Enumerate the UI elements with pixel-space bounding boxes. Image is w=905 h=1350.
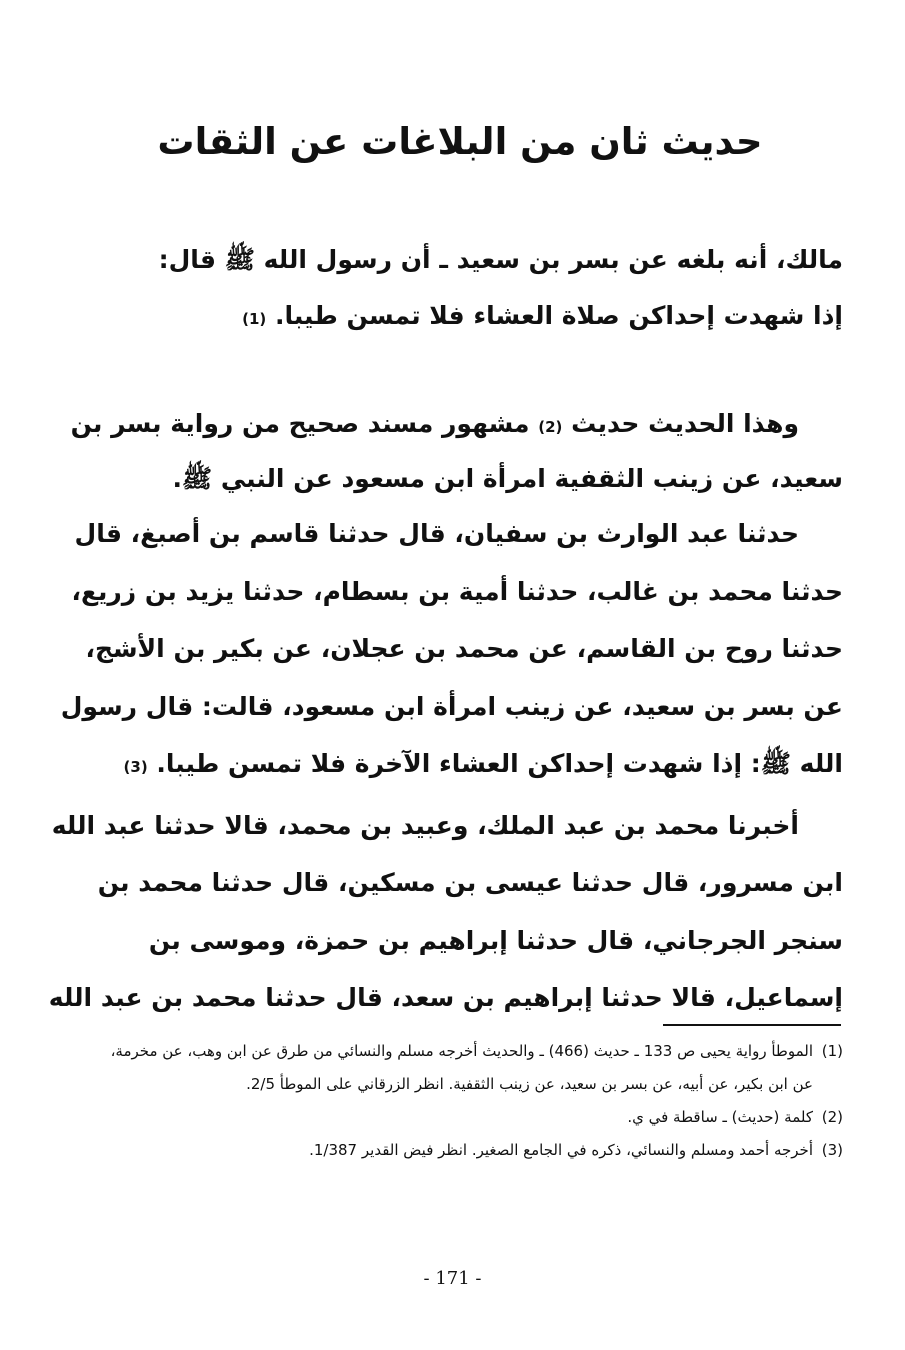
footnote-number: (1) (821, 1042, 843, 1060)
footnote-ref[interactable]: (2) (538, 418, 563, 436)
paragraph-line: عن بسر بن سعيد، عن زينب امرأة ابن مسعود، قالت: قال رسول (60, 691, 843, 721)
paragraph-line (70, 398, 843, 453)
paragraph-line: سعيد، عن زينب الثقفية امرأة ابن مسعود عن النبي ﷺ. (172, 464, 843, 493)
paragraph-line: أخبرنا محمد بن عبد الملك، وعبيد بن محمد، قالا حدثنا عبد الله (51, 810, 799, 840)
commentary-paragraph (70, 398, 843, 505)
paragraph-line: إسماعيل، قالا حدثنا إبراهيم بن سعد، قال حدثنا محمد بن عبد الله (48, 983, 843, 1012)
chapter-title: حديث ثان من البلاغات عن الثقات (157, 120, 763, 163)
paragraph-line: حدثنا روح بن القاسم، عن محمد بن عجلان، عن بكير بن الأشج، (85, 634, 843, 663)
footnote-number: (2) (821, 1108, 843, 1126)
paragraph-text: وهذا الحديث حديث (571, 409, 799, 438)
paragraph-line (108, 735, 843, 797)
footnotes (108, 1035, 843, 1167)
hadith-text (108, 232, 843, 347)
isnad-section (48, 505, 843, 1027)
page-number: - 171 - (423, 1268, 482, 1289)
hadith-line-text: إذا شهدت إحداكن صلاة العشاء فلا تمسن طيبا. (274, 301, 843, 330)
footnote-divider (663, 1024, 841, 1026)
footnote-text: الموطأ رواية يحيى ص 133 ـ حديث (466) ـ والحديث أخرجه مسلم والنسائي من طرق عن ابن وهب، عن مخرمة، عن ابن بكير، عن أبيه، عن بسر بن سعيد، عن زينب الثقفية. انظر الزرقاني على الموطأ 2/5. (110, 1042, 813, 1093)
hadith-line: مالك، أنه بلغه عن بسر بن سعيد ـ أن رسول الله ﷺ قال: (158, 245, 843, 274)
paragraph-line: حدثنا محمد بن غالب، حدثنا أمية بن بسطام، حدثنا يزيد بن زريع، (71, 576, 843, 606)
footnote (108, 1101, 843, 1134)
hadith-line (108, 288, 843, 347)
footnote-ref[interactable]: (3) (123, 758, 148, 776)
paragraph-line: سنجر الجرجاني، قال حدثنا إبراهيم بن حمزة، وموسى بن (148, 925, 843, 955)
paragraph-line: حدثنا عبد الوارث بن سفيان، قال حدثنا قاسم بن أصبغ، قال (74, 519, 799, 548)
footnote (108, 1035, 843, 1101)
paragraph-line: ابن مسرور، قال حدثنا عيسى بن مسكين، قال حدثنا محمد بن (97, 868, 843, 897)
footnote-number: (3) (821, 1141, 843, 1159)
footnote-ref[interactable]: (1) (242, 310, 267, 328)
footnote (108, 1134, 843, 1167)
paragraph-text: الله ﷺ: إذا شهدت إحداكن العشاء الآخرة فلا تمسن طيبا. (156, 749, 843, 778)
paragraph-text: مشهور مسند صحيح من رواية بسر بن (70, 409, 530, 438)
footnote-text: كلمة (حديث) ـ ساقطة في ي. (627, 1108, 813, 1126)
footnote-text: أخرجه أحمد ومسلم والنسائي، ذكره في الجامع الصغير. انظر فيض القدير 1/387. (309, 1141, 813, 1159)
